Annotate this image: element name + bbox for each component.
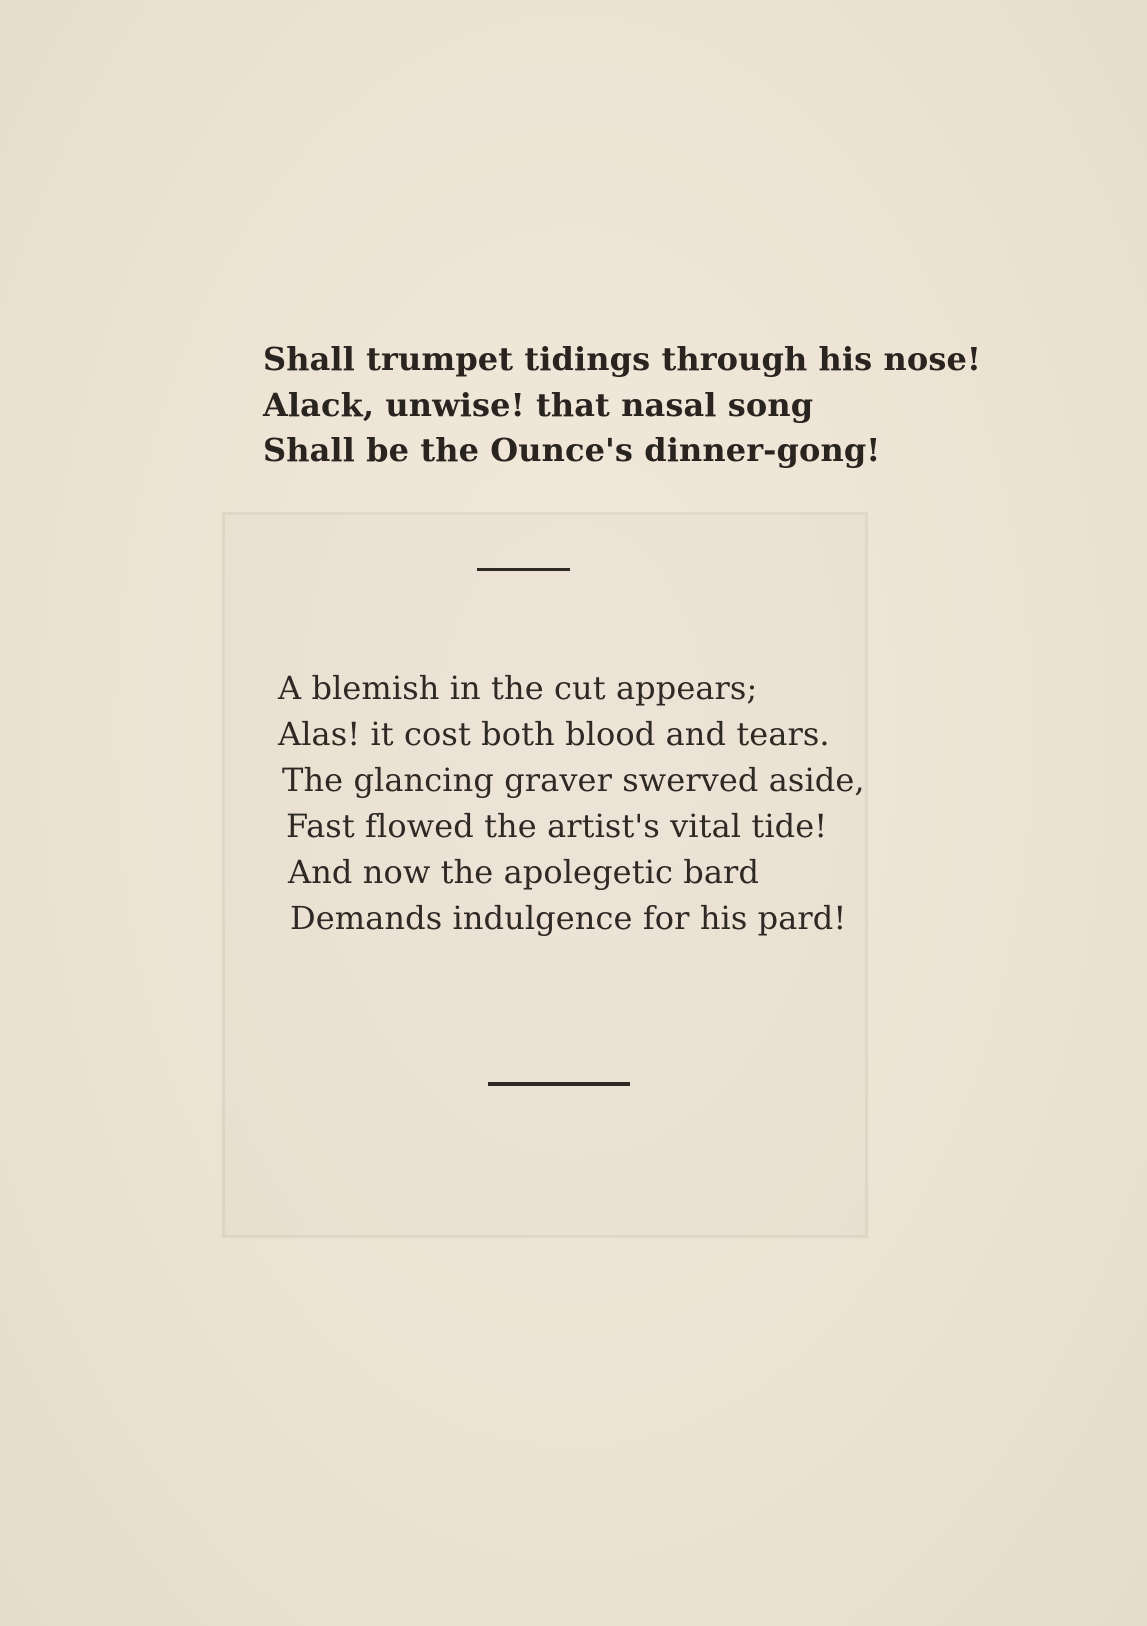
stanza-1 bbox=[263, 337, 981, 474]
end-divider-rule bbox=[488, 1082, 630, 1086]
verse-line: Alack, unwise! that nasal song bbox=[263, 385, 814, 424]
verse-line: Shall be the Ounce's dinner-gong! bbox=[263, 431, 881, 469]
verse-line: And now the apolegetic bard bbox=[288, 853, 760, 891]
stanza-2 bbox=[278, 665, 865, 941]
verse-line: A blemish in the cut appears; bbox=[278, 669, 758, 707]
verse-line: Fast flowed the artist's vital tide! bbox=[286, 807, 828, 845]
verse-line: Demands indulgence for his pard! bbox=[290, 899, 847, 937]
verse-line: Alas! it cost both blood and tears. bbox=[278, 715, 830, 753]
verse-line: Shall trumpet tidings through his nose! bbox=[263, 340, 982, 378]
section-divider-rule bbox=[477, 568, 570, 571]
verse-line: The glancing graver swerved aside, bbox=[282, 761, 865, 799]
